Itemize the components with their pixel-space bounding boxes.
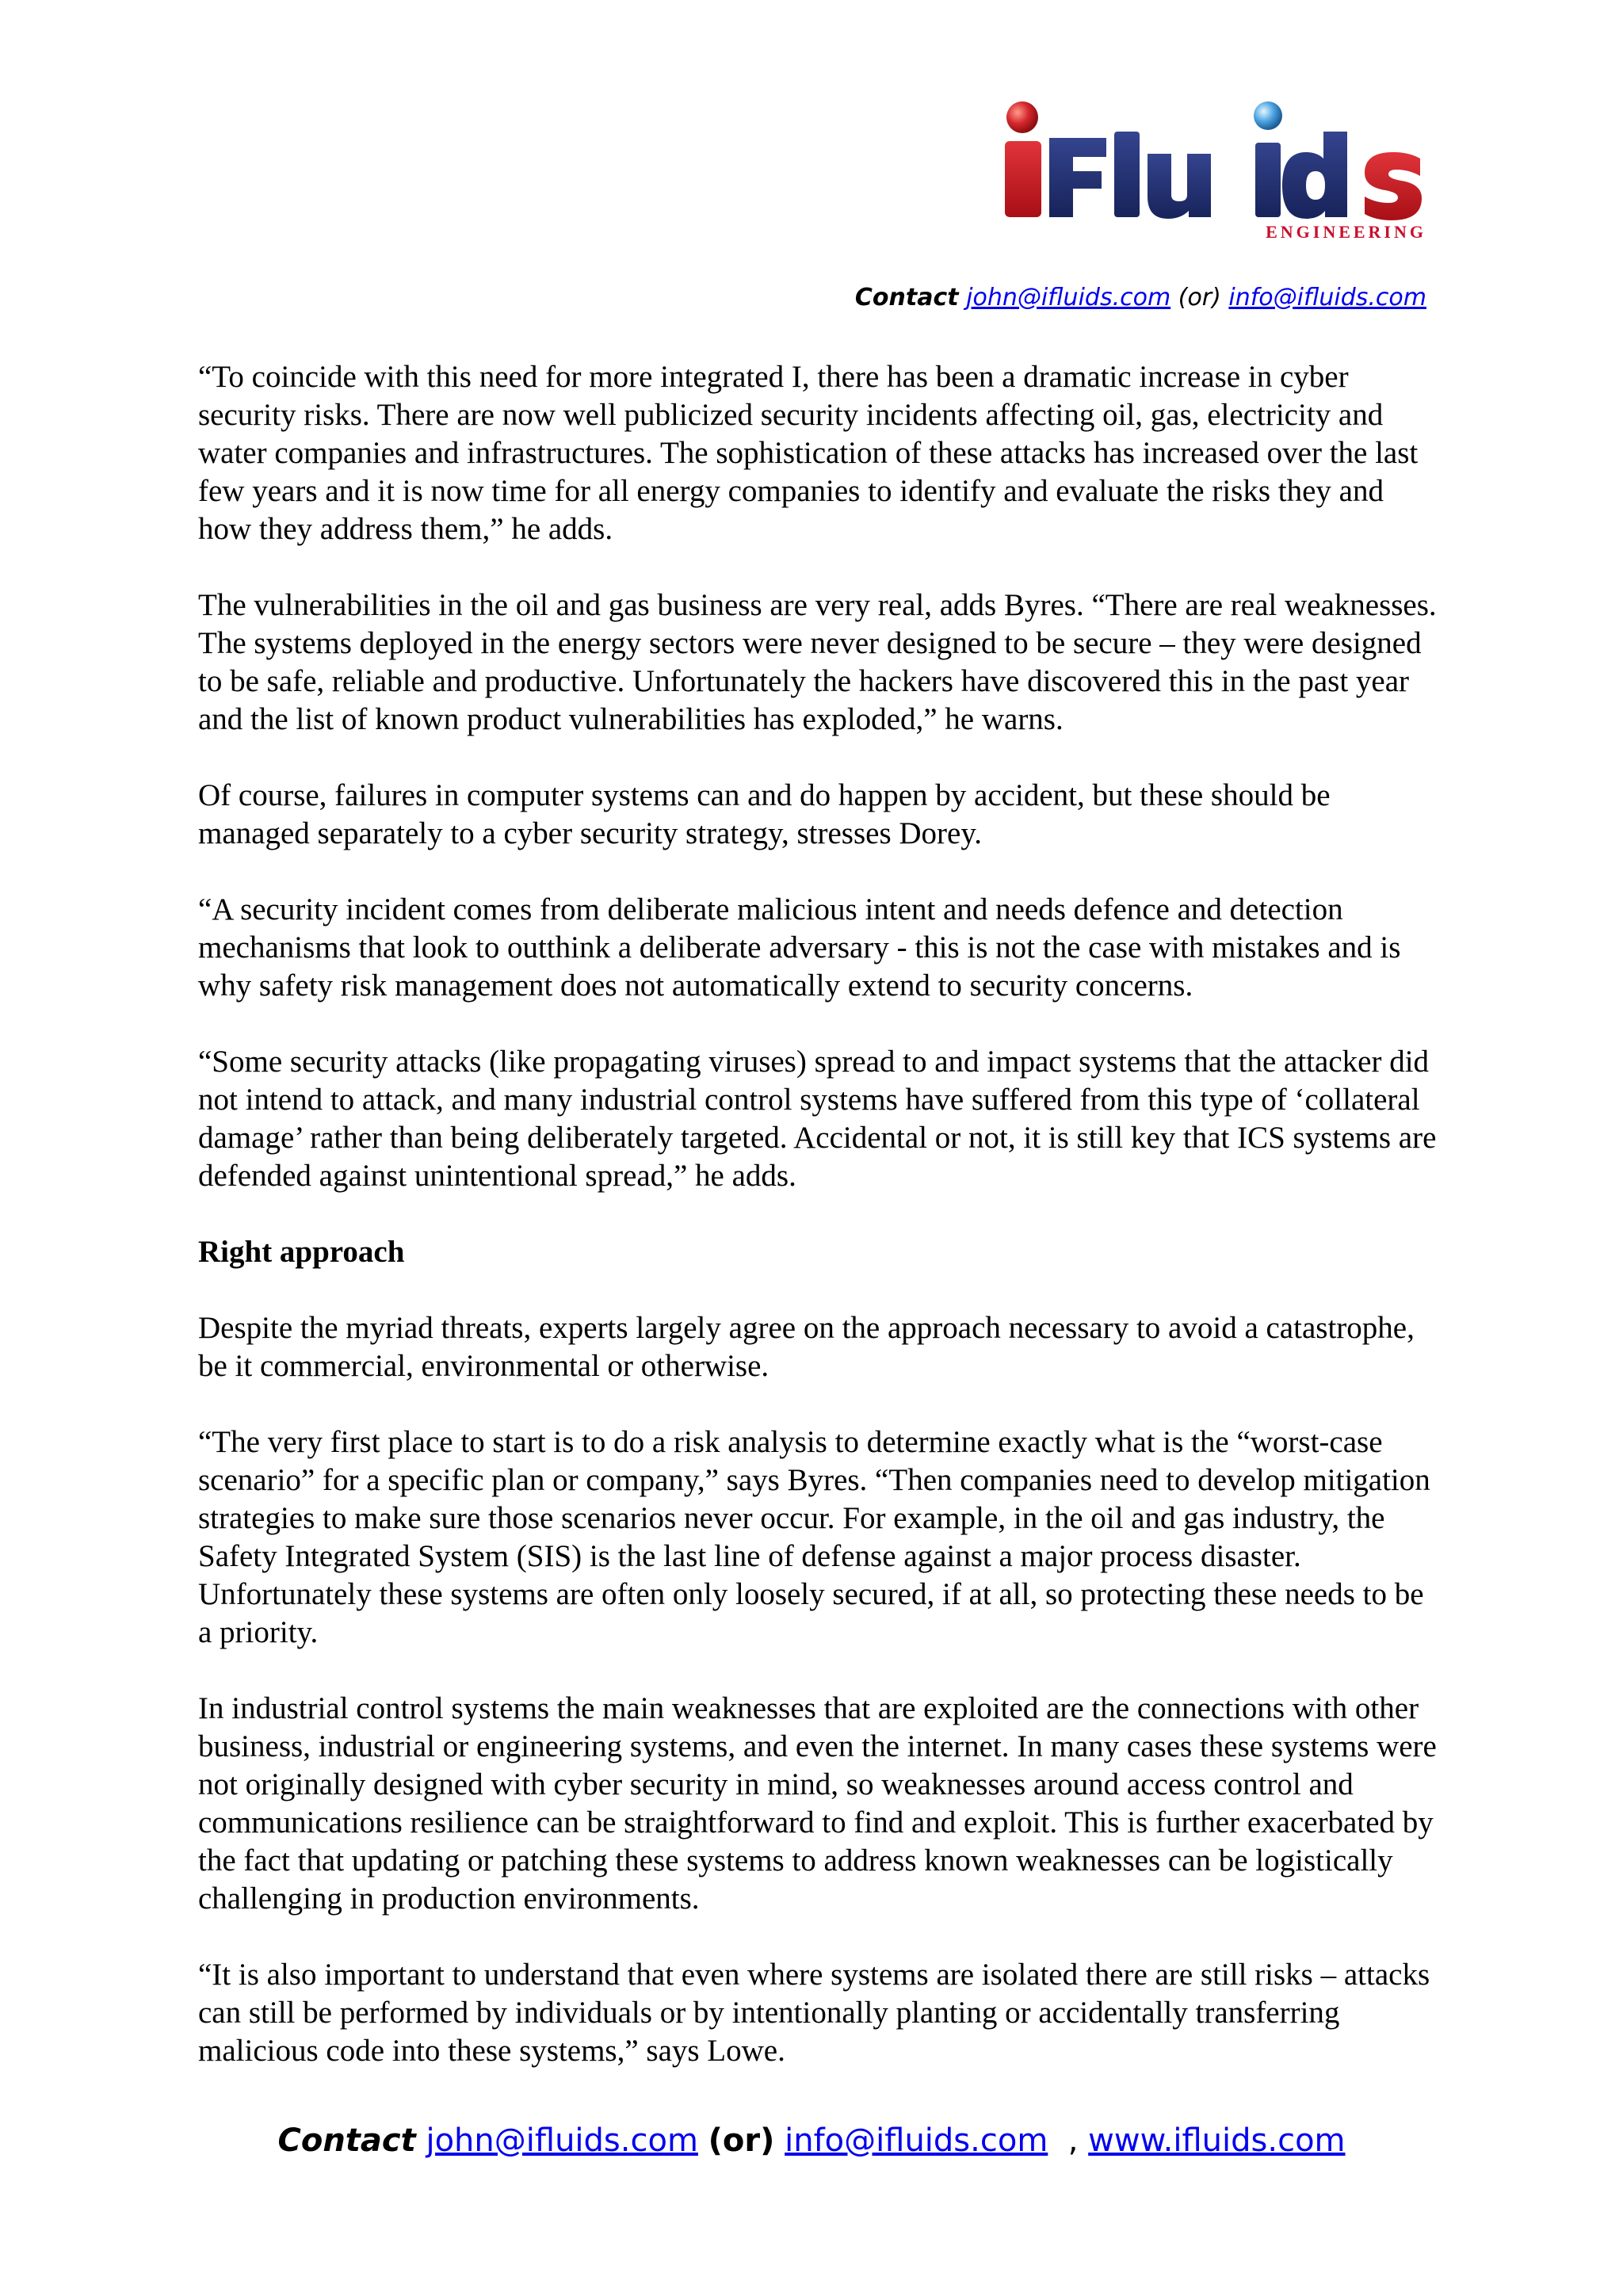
logo-red-dot — [1006, 101, 1038, 133]
article-body — [198, 358, 1442, 2108]
footer-contact — [0, 2122, 1623, 2159]
footer-contact-separator: (or) — [708, 2122, 775, 2159]
header-email-info-link[interactable]: info@ifluids.com — [1228, 284, 1426, 311]
paragraph-2: The vulnerabilities in the oil and gas business are very real, adds Byres. “There are real weaknesses. The systems deployed in the energy sectors were never designed to be secure – they were designed to be safe, reliable and productive. Unfortunately the hackers have discovered this in the past year and the list of known product vulnerabilities has exploded,” he warns. — [198, 588, 1437, 736]
paragraph-8: In industrial control systems the main weaknesses that are exploited are the connections with other business, industrial or engineering systems, and even the internet. In many cases these systems were not originally designed with cyber security in mind, so weaknesses around access control and communications resilience can be straightforward to find and exploit. This is further exacerbated by the fact that updating or patching these systems to address known weaknesses can be logistically challenging in production environments. — [198, 1691, 1437, 1916]
footer-email-info-link[interactable]: info@ifluids.com — [785, 2122, 1048, 2159]
footer-comma: , — [1067, 2122, 1079, 2159]
paragraph-9: “It is also important to understand that even where systems are isolated there are still risks – attacks can still be performed by individuals or by intentionally planting or accidentally transferring malicious code into these systems,” says Lowe. — [198, 1958, 1430, 2068]
paragraph-1: “To coincide with this need for more integrated I, there has been a dramatic increase in cyber security risks. There are now well publicized security incidents affecting oil, gas, electricity and water companies and infrastructures. The sophistication of these attacks has increased over the last few years and it is now time for all energy companies to identify and evaluate the risks they and how they address them,” he adds. — [198, 360, 1419, 546]
footer-email-john-link[interactable]: john@ifluids.com — [426, 2122, 698, 2159]
footer-contact-label: Contact — [277, 2122, 416, 2159]
logo-letter-l — [1114, 132, 1140, 217]
logo-blue-dot — [1254, 101, 1282, 130]
logo-letter-u — [1148, 154, 1211, 219]
logo-subtitle: ENGINEERING — [1266, 222, 1426, 242]
logo-letter-s — [1365, 152, 1422, 220]
footer-website-link[interactable]: www.ifluids.com — [1088, 2122, 1346, 2159]
paragraph-3: Of course, failures in computer systems can and do happen by accident, but these should be managed separately to a cyber security strategy, stresses Dorey. — [198, 778, 1331, 850]
paragraph-4: “A security incident comes from deliberate malicious intent and needs defence and detection mechanisms that look to outthink a deliberate adversary - this is not the case with mistakes and is why safety risk management does not automatically extend to security concerns. — [198, 892, 1401, 1003]
section-heading: Right approach — [198, 1235, 405, 1269]
paragraph-5: “Some security attacks (like propagating viruses) spread to and impact systems that the attacker did not intend to attack, and many industrial control systems have suffered from this type of ‘collateral damage’ rather than being deliberately targeted. Accidental or not, it is still key that ICS systems are defended against unintentional spread,” he adds. — [198, 1045, 1437, 1193]
logo-letter-i2 — [1255, 143, 1281, 217]
logo-letter-d — [1282, 132, 1347, 219]
paragraph-6: Despite the myriad threats, experts largely agree on the approach necessary to avoid a catastrophe, be it commercial, environmental or otherwise. — [198, 1311, 1415, 1383]
header-contact — [855, 284, 1426, 311]
header-contact-label: Contact — [854, 284, 959, 311]
paragraph-7: “The very first place to start is to do a risk analysis to determine exactly what is the “worst-case scenario” for a specific plan or company,” says Byres. “Then companies need to develop mitigation strategies to make sure those scenarios never occur. For example, in the oil and gas industry, the Safety Integrated System (SIS) is the last line of defense against a major process disaster. Unfortunately these systems are often only loosely secured, if at all, so protecting these needs to be a priority. — [198, 1425, 1430, 1649]
ifluids-logo — [1000, 97, 1428, 243]
header-email-john-link[interactable]: john@ifluids.com — [966, 284, 1171, 311]
header-contact-separator: (or) — [1178, 284, 1221, 311]
logo-letter-f — [1049, 138, 1106, 217]
logo-letter-i — [1005, 141, 1041, 217]
